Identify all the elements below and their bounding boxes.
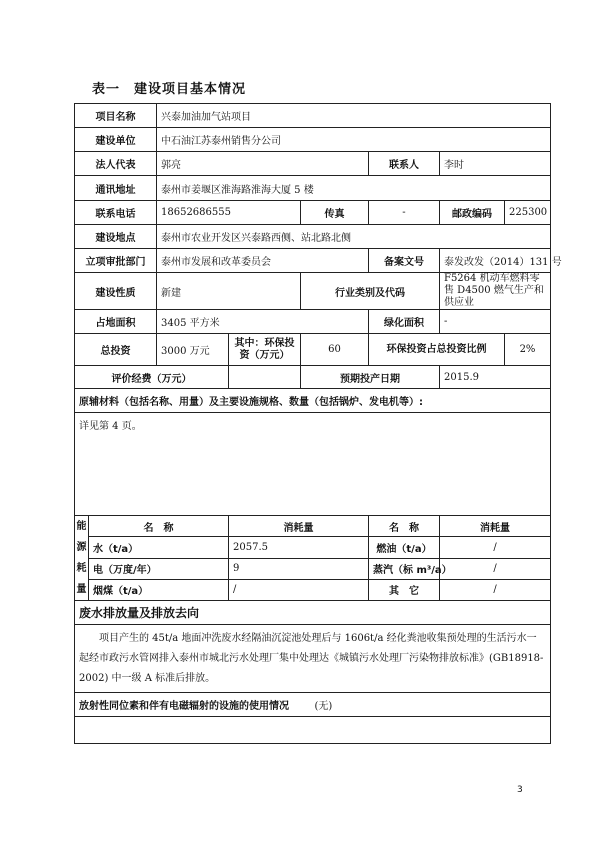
project-name-label: 项目名称 xyxy=(75,104,157,128)
contact-value: 李时 xyxy=(440,152,551,176)
legal-rep-value: 郭亮 xyxy=(157,152,369,176)
postcode-value: 225300 xyxy=(505,201,551,225)
site-label: 建设地点 xyxy=(75,225,157,249)
energy-name-header-2: 名 称 xyxy=(369,516,440,537)
fee-label: 评价经费（万元） xyxy=(75,366,229,389)
project-basic-info-table xyxy=(74,103,562,744)
energy-value-water: 2057.5 xyxy=(229,537,369,558)
approval-label: 立项审批部门 xyxy=(75,249,157,273)
wastewater-heading: 废水排放量及排放去向 xyxy=(75,601,551,625)
wastewater-text: 项目产生的 45t/a 地面冲洗废水经隔油沉淀池处理后与 1606t/a 经化粪池收集预处理的生活污水一起经市政污水管网排入泰州市城北污水处理厂集中处理达《城镇污水处理厂污染物排放标准》(GB18918-2002) 中一级 A 标准后排放。 xyxy=(75,625,551,693)
page-number: 3 xyxy=(517,785,523,795)
radiation-heading: 放射性同位素和伴有电磁辐射的设施的使用情况 xyxy=(79,701,289,712)
row-blank xyxy=(75,717,551,744)
area-label: 占地面积 xyxy=(75,310,157,334)
row-area xyxy=(75,310,551,334)
energy-item-fuel: 燃油（t/a） xyxy=(369,537,440,558)
row-wastewater-heading xyxy=(75,601,551,625)
energy-consumption-header-1: 消耗量 xyxy=(229,516,369,537)
energy-item-coal: 烟煤（t/a） xyxy=(89,579,229,600)
address-value: 泰州市姜堰区淮海路淮海大厦 5 楼 xyxy=(157,176,551,201)
materials-text: 详见第 4 页。 xyxy=(75,413,551,516)
row-address xyxy=(75,176,551,201)
phone-value: 18652686555 xyxy=(157,201,301,225)
env-ratio-label: 环保投资占总投资比例 xyxy=(369,334,505,366)
green-area-label: 绿化面积 xyxy=(369,310,440,334)
radiation-value: (无) xyxy=(314,701,333,712)
fax-label: 传真 xyxy=(301,201,369,225)
row-builder xyxy=(75,128,551,152)
project-name-value: 兴泰加油加气站项目 xyxy=(157,104,551,128)
approval-value: 泰州市发展和改革委员会 xyxy=(157,249,369,273)
nature-value: 新建 xyxy=(157,273,301,310)
fee-value xyxy=(229,366,301,389)
row-project-name xyxy=(75,104,551,128)
energy-value-fuel: / xyxy=(440,537,551,558)
env-investment-value: 60 xyxy=(301,334,369,366)
row-site xyxy=(75,225,551,249)
page-title: 表一 建设项目基本情况 xyxy=(92,82,247,97)
site-value: 泰州市农业开发区兴泰路西侧、站北路北侧 xyxy=(157,225,551,249)
energy-header-row xyxy=(75,516,551,537)
row-phone xyxy=(75,201,551,225)
energy-row xyxy=(75,537,551,558)
builder-label: 建设单位 xyxy=(75,128,157,152)
env-investment-label: 其中：环保投资（万元） xyxy=(229,334,301,366)
start-date-label: 预期投产日期 xyxy=(301,366,440,389)
investment-label: 总投资 xyxy=(75,334,157,366)
phone-label: 联系电话 xyxy=(75,201,157,225)
industry-value: F5264 机动车燃料零售 D4500 燃气生产和供应业 xyxy=(440,273,551,310)
investment-value: 3000 万元 xyxy=(157,334,229,366)
legal-rep-label: 法人代表 xyxy=(75,152,157,176)
energy-item-steam: 蒸汽（标 m³/a） xyxy=(369,558,440,579)
energy-row xyxy=(75,558,551,579)
nature-label: 建设性质 xyxy=(75,273,157,310)
energy-value-steam: / xyxy=(440,558,551,579)
row-fee xyxy=(75,366,551,389)
blank-cell xyxy=(75,717,551,744)
record-number-label: 备案文号 xyxy=(369,249,440,273)
contact-label: 联系人 xyxy=(369,152,440,176)
row-radiation xyxy=(75,693,551,717)
green-area-value: - xyxy=(440,310,551,334)
postcode-label: 邮政编码 xyxy=(440,201,505,225)
radiation-cell xyxy=(75,693,551,717)
materials-heading: 原辅材料（包括名称、用量）及主要设施规格、数量（包括锅炉、发电机等）: xyxy=(75,389,551,413)
energy-consumption-header-2: 消耗量 xyxy=(440,516,551,537)
start-date-value: 2015.9 xyxy=(440,366,551,389)
row-legal-rep xyxy=(75,152,551,176)
row-approval xyxy=(75,249,551,273)
builder-value: 中石油江苏泰州销售分公司 xyxy=(157,128,551,152)
energy-item-other: 其 它 xyxy=(369,579,440,600)
area-value: 3405 平方米 xyxy=(157,310,369,334)
energy-value-other: / xyxy=(440,579,551,600)
energy-row xyxy=(75,579,551,600)
energy-value-coal: / xyxy=(229,579,369,600)
energy-value-electricity: 9 xyxy=(229,558,369,579)
row-materials-heading xyxy=(75,389,551,413)
address-label: 通讯地址 xyxy=(75,176,157,201)
energy-item-water: 水（t/a） xyxy=(89,537,229,558)
energy-item-electricity: 电（万度/年） xyxy=(89,558,229,579)
row-wastewater-body xyxy=(75,625,551,693)
industry-label: 行业类别及代码 xyxy=(301,273,440,310)
energy-name-header-1: 名 称 xyxy=(89,516,229,537)
row-nature xyxy=(75,273,551,310)
fax-value: - xyxy=(369,201,440,225)
record-number-value: 泰发改发（2014）131 号 xyxy=(440,249,551,273)
row-materials-body xyxy=(75,413,551,516)
row-investment xyxy=(75,334,551,366)
env-ratio-value: 2% xyxy=(505,334,551,366)
energy-side-label: 能源耗量 xyxy=(75,516,89,601)
